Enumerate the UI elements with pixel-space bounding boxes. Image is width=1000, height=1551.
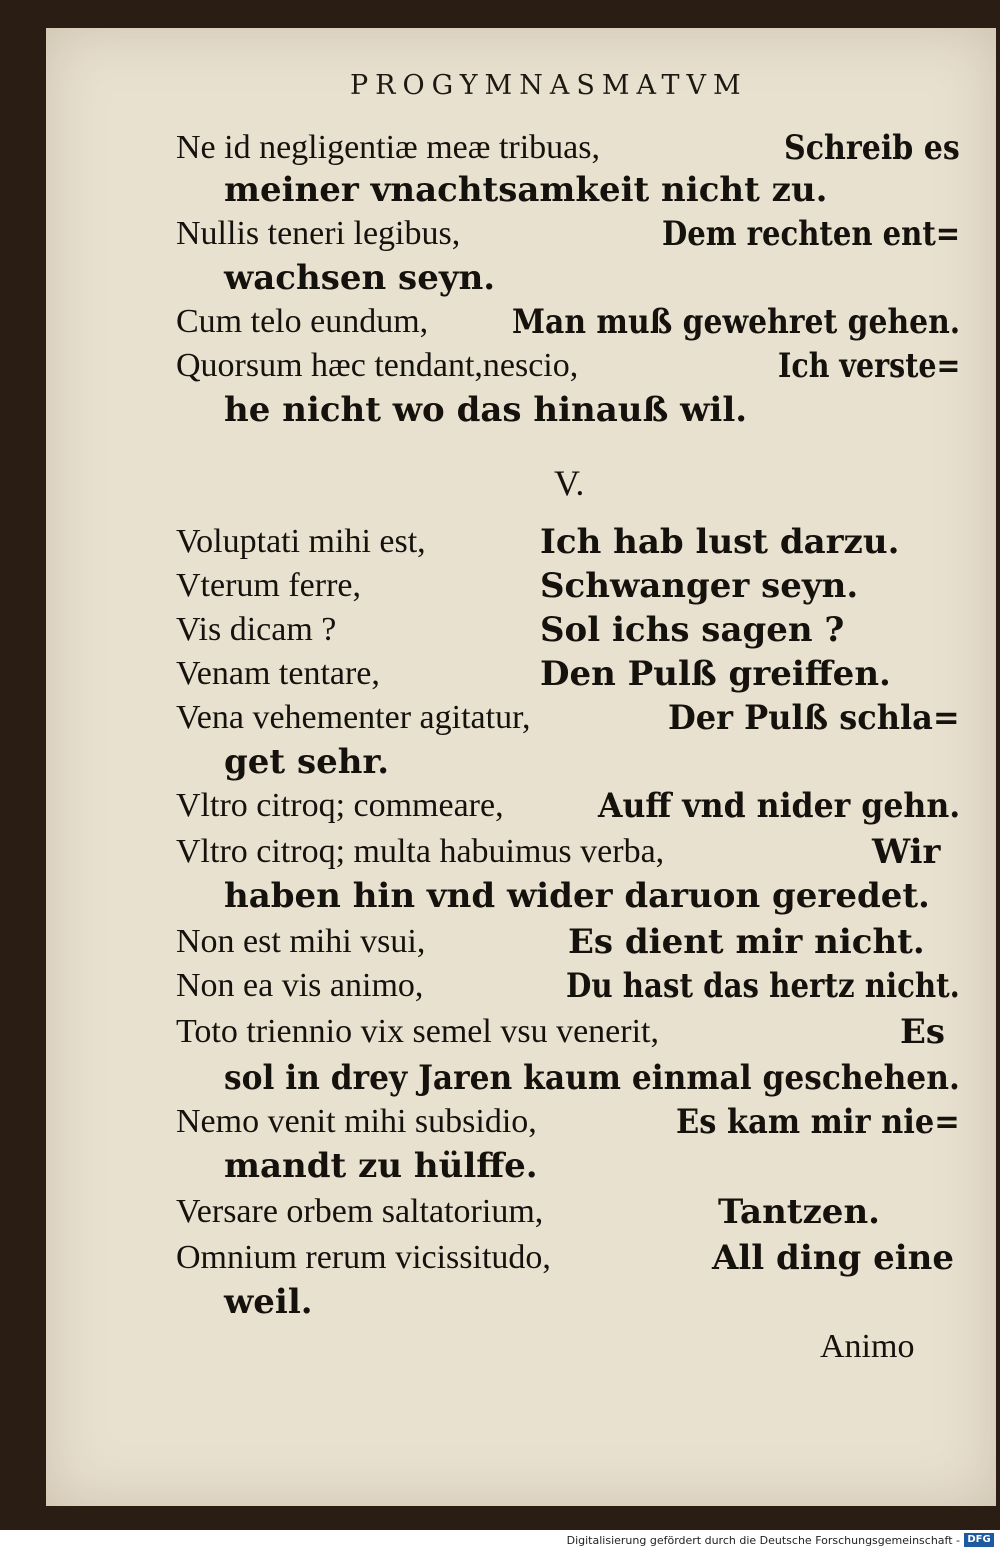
entry-latin: Vterum ferre, — [176, 567, 362, 604]
entry-latin: Venam tentare, — [176, 655, 380, 692]
entry-german: Ich verste= — [778, 346, 961, 386]
entry-latin: Voluptati mihi est, — [176, 523, 426, 560]
entry-latin: Vltro citroq; commeare, — [176, 787, 504, 824]
entry-latin: Quorsum hæc tendant,nescio, — [176, 347, 579, 384]
footer-credit: Digitalisierung gefördert durch die Deutsche Forschungsgemeinschaft - — [566, 1534, 960, 1547]
entry-continuation: get sehr. — [224, 742, 390, 782]
entry-german: Wir — [872, 832, 941, 872]
running-head: PROGYMNASMATVM — [350, 70, 748, 101]
entry-german: Ich hab lust darzu. — [540, 522, 900, 562]
entry-continuation: wachsen seyn. — [224, 258, 496, 298]
catchword: Animo — [820, 1328, 915, 1365]
entry-german: Schreib es — [784, 128, 960, 168]
entry-german: Es dient mir nicht. — [568, 922, 925, 962]
entry-continuation: he nicht wo das hinauß wil. — [224, 390, 748, 430]
footer-bar — [0, 1530, 1000, 1551]
entry-german: Der Pulß schla= — [668, 698, 960, 738]
entry-latin: Vena vehementer agitatur, — [176, 699, 531, 736]
entry-latin: Ne id negligentiæ meæ tribuas, — [176, 129, 600, 166]
entry-latin: Non est mihi vsui, — [176, 923, 426, 960]
entry-latin: Non ea vis animo, — [176, 967, 424, 1004]
entry-german: Den Pulß greiffen. — [540, 654, 891, 694]
entry-german: Schwanger seyn. — [540, 566, 859, 606]
dfg-logo: DFG — [964, 1533, 994, 1547]
entry-continuation: sol in drey Jaren kaum einmal geschehen. — [224, 1058, 960, 1098]
entry-latin: Omnium rerum vicissitudo, — [176, 1239, 551, 1276]
entry-german: Es — [900, 1012, 946, 1052]
entry-continuation: meiner vnachtsamkeit nicht zu. — [224, 170, 828, 210]
entry-latin: Vis dicam ? — [176, 611, 337, 648]
entry-latin: Versare orbem saltatorium, — [176, 1193, 544, 1230]
entry-german: Auff vnd nider gehn. — [598, 786, 961, 826]
entry-latin: Nemo venit mihi subsidio, — [176, 1103, 537, 1140]
entry-latin: Vltro citroq; multa habuimus verba, — [176, 833, 665, 870]
entry-german: Du hast das hertz nicht. — [566, 966, 960, 1006]
entry-german: All ding eine — [712, 1238, 954, 1278]
section-heading: V. — [554, 463, 585, 503]
entry-german: Tantzen. — [718, 1192, 880, 1232]
entry-latin: Cum telo eundum, — [176, 303, 429, 340]
entry-german: Dem rechten ent= — [662, 214, 961, 254]
entry-continuation: weil. — [224, 1282, 313, 1322]
entry-continuation: mandt zu hülffe. — [224, 1146, 538, 1186]
entry-german: Sol ichs sagen ? — [540, 610, 845, 650]
entry-continuation: haben hin vnd wider daruon geredet. — [224, 876, 930, 916]
entry-latin: Toto triennio vix semel vsu venerit, — [176, 1013, 659, 1050]
entry-german: Es kam mir nie= — [676, 1102, 960, 1142]
entry-latin: Nullis teneri legibus, — [176, 215, 461, 252]
entry-german: Man muß gewehret gehen. — [512, 302, 961, 342]
